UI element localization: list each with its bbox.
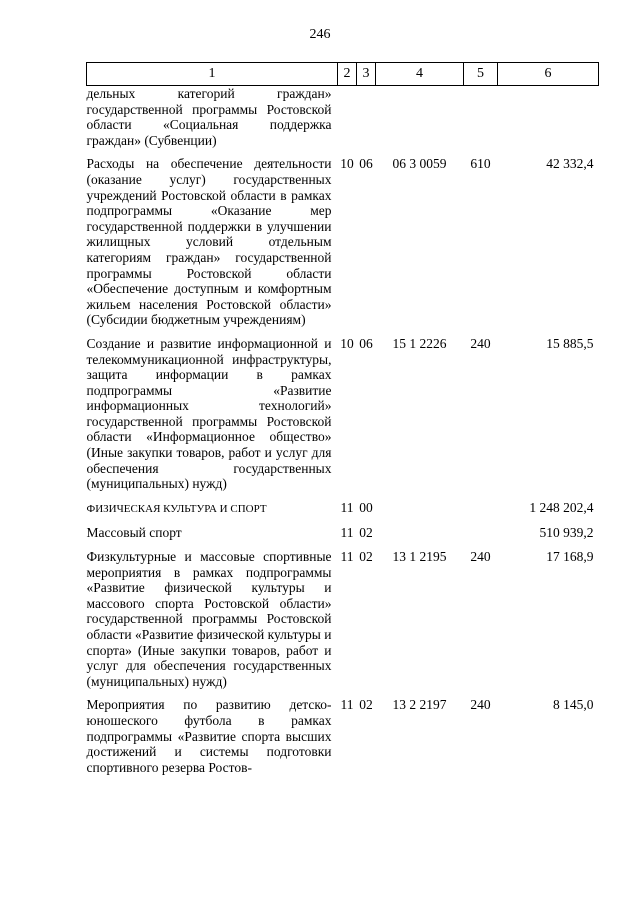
row-subsection: 02 bbox=[359, 525, 373, 541]
row-expense-type: 240 bbox=[470, 335, 491, 351]
row-target-item bbox=[376, 86, 464, 157]
row-expense-type bbox=[464, 86, 498, 157]
row-section: 11 bbox=[340, 549, 354, 565]
row-subsection: 02 bbox=[359, 697, 373, 713]
table-row bbox=[87, 336, 599, 500]
column-header-amount: 6 bbox=[498, 63, 599, 86]
table-row bbox=[87, 500, 599, 526]
row-name: Физкультурные и массовые спортивные мероприятия в рамках подпрограммы «Развитие физической культуры и массового спорта Ростовской области» государственной программы Ростовской области «Развитие физической культуры и спорта» (Иные закупки товаров, работ и услуг для обеспечения государственных (муниципальных) нужд) bbox=[86, 549, 332, 689]
column-header-subsection: 3 bbox=[357, 63, 376, 86]
row-name: Расходы на обеспечение деятельности (оказание услуг) государственных учреждений Ростовской области в рамках подпрограммы «Оказание мер государственной поддержки в улучшении жилищных условий отдельным категориям граждан» государственной программы Ростовской области «Обеспечение доступным и комфортным жильем населения Ростовской области» (Субсидии бюджетным учреждениям) bbox=[86, 156, 332, 328]
row-target-item: 13 1 2195 bbox=[392, 549, 447, 565]
table-row bbox=[87, 86, 599, 157]
column-header-name: 1 bbox=[87, 63, 338, 86]
row-subsection: 00 bbox=[359, 499, 373, 515]
row-amount: 17 168,9 bbox=[546, 549, 594, 565]
row-subsection: 06 bbox=[359, 156, 373, 172]
table-header bbox=[87, 63, 599, 86]
page-number: 246 bbox=[309, 27, 331, 42]
row-target-item: 15 1 2226 bbox=[392, 335, 447, 351]
row-amount: 510 939,2 bbox=[539, 525, 594, 541]
budget-table bbox=[86, 62, 599, 783]
row-section: 11 bbox=[340, 499, 354, 515]
table-row bbox=[87, 697, 599, 783]
column-header-target-item: 4 bbox=[376, 63, 464, 86]
row-name: Создание и развитие информационной и телекоммуникационной инфраструктуры, защита информации в рамках подпрограммы «Развитие информационных технологий» государственной программы Ростовской области «Информационное общество» (Иные закупки товаров, работ и услуг для обеспечения государственных (муниципальных) нужд) bbox=[86, 335, 332, 492]
row-expense-type: 610 bbox=[470, 156, 491, 172]
row-subsection: 02 bbox=[359, 549, 373, 565]
row-section: 11 bbox=[340, 525, 354, 541]
column-header-expense-type: 5 bbox=[464, 63, 498, 86]
row-amount bbox=[498, 86, 599, 157]
row-section bbox=[338, 86, 357, 157]
row-subsection: 06 bbox=[359, 335, 373, 351]
row-expense-type: 240 bbox=[470, 697, 491, 713]
row-target-item: 06 3 0059 bbox=[392, 156, 447, 172]
row-name: ФИЗИЧЕСКАЯ КУЛЬТУРА И СПОРТ bbox=[86, 502, 267, 515]
row-name: дельных категорий граждан» государственной программы Ростовской области «Социальная поддержка граждан» (Субвенции) bbox=[86, 86, 332, 148]
row-amount: 1 248 202,4 bbox=[529, 499, 594, 515]
row-expense-type bbox=[464, 525, 498, 549]
row-section: 10 bbox=[340, 335, 354, 351]
table-row bbox=[87, 525, 599, 549]
row-name: Массовый спорт bbox=[86, 525, 182, 541]
row-name: Мероприятия по развитию детско-юношеского футбола в рамках подпрограммы «Развитие спорта высших достижений и системы подготовки спортивного резерва Ростов- bbox=[86, 697, 332, 775]
row-target-item: 13 2 2197 bbox=[392, 697, 447, 713]
table-row bbox=[87, 549, 599, 697]
row-section: 10 bbox=[340, 156, 354, 172]
row-target-item bbox=[376, 500, 464, 526]
row-amount: 42 332,4 bbox=[546, 156, 594, 172]
column-header-section: 2 bbox=[338, 63, 357, 86]
row-target-item bbox=[376, 525, 464, 549]
table-row bbox=[87, 156, 599, 336]
row-expense-type: 240 bbox=[470, 549, 491, 565]
row-subsection bbox=[357, 86, 376, 157]
row-amount: 8 145,0 bbox=[553, 697, 594, 713]
row-expense-type bbox=[464, 500, 498, 526]
row-amount: 15 885,5 bbox=[546, 335, 594, 351]
row-section: 11 bbox=[340, 697, 354, 713]
